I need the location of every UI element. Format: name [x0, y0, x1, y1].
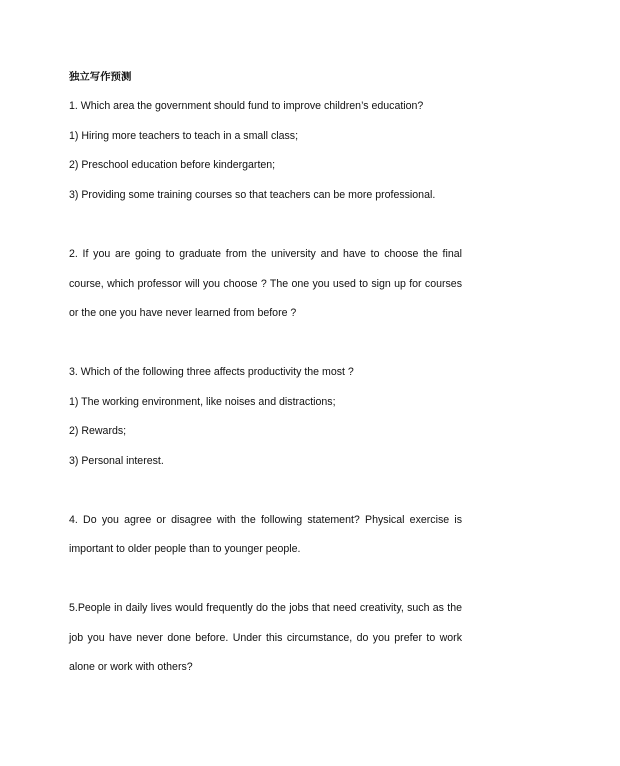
question-2-line-3: or the one you have never learned from before ? [69, 307, 297, 319]
question-1-option-1: 1) Hiring more teachers to teach in a small class; [69, 130, 299, 142]
question-3-option-1: 1) The working environment, like noises and distractions; [69, 396, 336, 408]
question-3-option-3: 3) Personal interest. [69, 455, 164, 467]
question-1-text: 1. Which area the government should fund to improve children’s education? [69, 100, 424, 112]
question-5-line-1: 5.People in daily lives would frequently do the jobs that need creativity, such as the [69, 602, 462, 614]
document-heading: 独立写作预测 [69, 71, 132, 83]
question-1-option-2: 2) Preschool education before kindergarten; [69, 159, 276, 171]
question-2-line-2: course, which professor will you choose ? The one you used to sign up for courses [69, 278, 462, 290]
question-4-line-2: important to older people than to younger people. [69, 543, 301, 555]
question-1-option-3: 3) Providing some training courses so that teachers can be more professional. [69, 189, 436, 201]
question-5-line-2: job you have never done before. Under this circumstance, do you prefer to work [69, 632, 462, 644]
question-2-line-1: 2. If you are going to graduate from the university and have to choose the final [69, 248, 462, 260]
question-5-line-3: alone or work with others? [69, 661, 193, 673]
question-3-option-2: 2) Rewards; [69, 425, 127, 437]
question-4-line-1: 4. Do you agree or disagree with the following statement? Physical exercise is [69, 514, 462, 526]
question-3-text: 3. Which of the following three affects productivity the most ? [69, 366, 354, 378]
